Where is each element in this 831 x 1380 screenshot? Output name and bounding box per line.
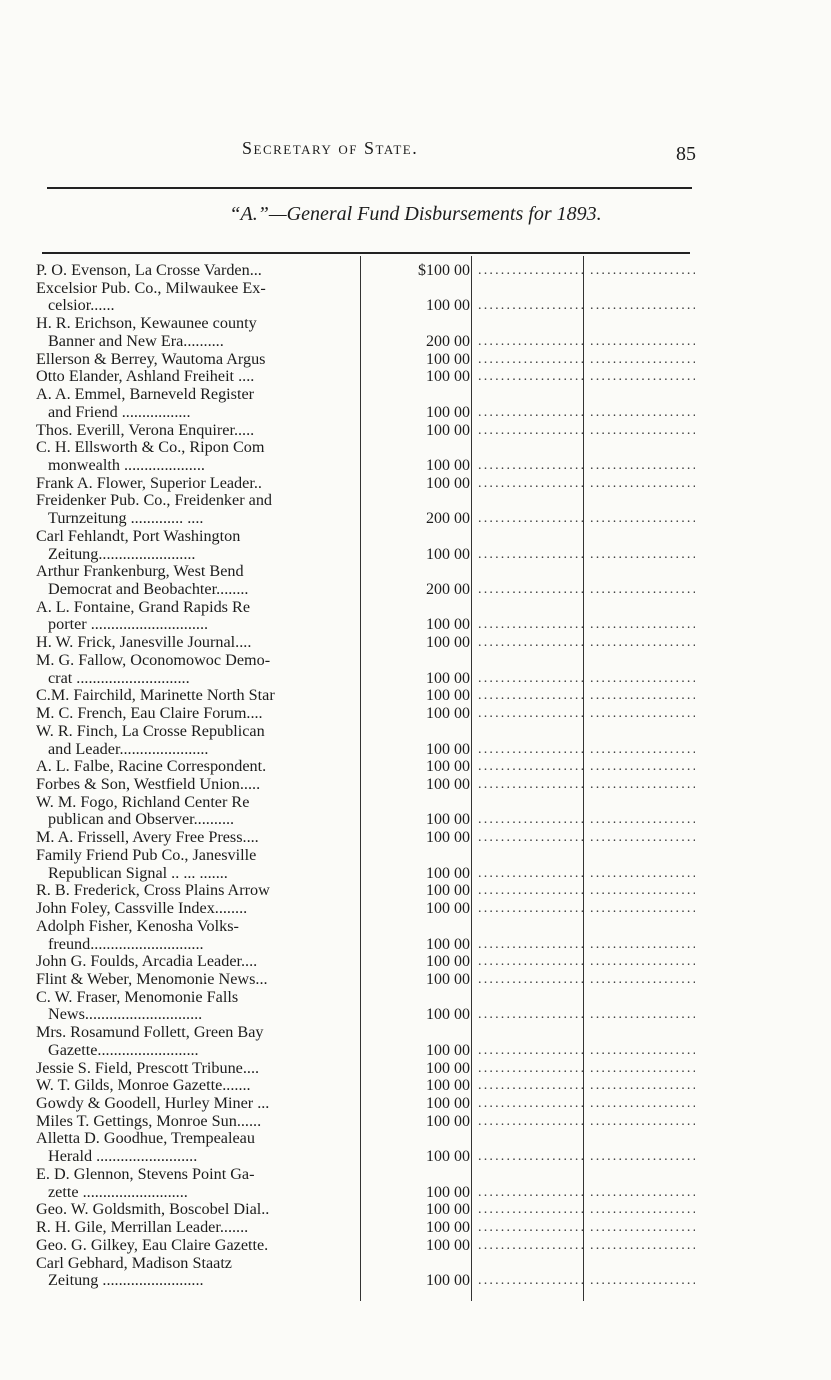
entry-name xyxy=(36,776,356,794)
entry-name xyxy=(36,528,356,563)
entry-name xyxy=(36,422,356,440)
entry-name-line: John Foley, Cassville Index........ xyxy=(36,900,248,918)
entry-name-line: Gazette......................... xyxy=(48,1041,199,1059)
leader-dots xyxy=(590,475,695,493)
entry-name xyxy=(36,368,356,386)
entry-name-line: C. H. Ellsworth & Co., Ripon Com xyxy=(36,439,265,457)
entry-name-line: John G. Foulds, Arcadia Leader.... xyxy=(36,953,258,971)
entry-amount: 100 00 xyxy=(426,829,470,847)
entry-name xyxy=(36,1255,356,1290)
leader-dots xyxy=(478,616,583,634)
leader-dots xyxy=(478,953,583,971)
entry-name-line: Thos. Everill, Verona Enquirer..... xyxy=(36,421,255,439)
entry-name xyxy=(36,1219,356,1237)
entry-amount: 100 00 xyxy=(426,403,470,421)
leader-dots xyxy=(590,705,695,723)
entry-amount: 100 00 xyxy=(426,669,470,687)
entry-name-line: News............................. xyxy=(48,1006,203,1024)
entry-name-line: Geo. W. Goldsmith, Boscobel Dial.. xyxy=(36,1201,270,1219)
entry-name xyxy=(36,492,356,527)
entry-name-line: Arthur Frankenburg, West Bend xyxy=(36,563,244,581)
entry-name xyxy=(36,971,356,989)
leader-dots xyxy=(590,546,695,564)
entry-name-line: Turnzeitung ............. .... xyxy=(48,510,204,528)
entry-name xyxy=(36,900,356,918)
entry-amount: 100 00 xyxy=(426,1183,470,1201)
leader-dots xyxy=(590,351,695,369)
entry-name-line: C.M. Fairchild, Marinette North Star xyxy=(36,687,275,705)
entry-name-line: and Leader...................... xyxy=(48,740,209,758)
entry-name-line: H. R. Erichson, Kewaunee county xyxy=(36,315,257,333)
entry-amount: 100 00 xyxy=(426,935,470,953)
leader-dots xyxy=(478,971,583,989)
leader-dots xyxy=(590,404,695,422)
leader-dots xyxy=(478,422,583,440)
leader-dots xyxy=(590,333,695,351)
entry-name-line: Gowdy & Goodell, Hurley Miner ... xyxy=(36,1095,270,1113)
leader-dots xyxy=(478,705,583,723)
running-header-title: Secretary of State. xyxy=(242,138,419,158)
entry-name xyxy=(36,758,356,776)
leader-dots xyxy=(478,510,583,528)
entry-name-line: Adolph Fisher, Kenosha Volks- xyxy=(36,917,239,935)
leader-dots xyxy=(590,1184,695,1202)
leader-dots xyxy=(478,776,583,794)
entry-name-line: Forbes & Son, Westfield Union..... xyxy=(36,776,261,793)
entry-name-line: and Friend ................. xyxy=(48,403,191,421)
entry-amount: 100 00 xyxy=(426,297,470,315)
entry-name xyxy=(36,563,356,598)
entry-name-line: monwealth .................... xyxy=(48,456,205,474)
entry-amount: 100 00 xyxy=(426,1006,470,1024)
entry-name-line: Freidenker Pub. Co., Freidenker and xyxy=(36,492,273,510)
leader-dots xyxy=(478,687,583,705)
entry-amount: 100 00 xyxy=(426,1148,470,1166)
entry-name xyxy=(36,386,356,421)
leader-dots xyxy=(590,971,695,989)
entry-amount: 100 00 xyxy=(426,421,470,439)
leader-dots xyxy=(478,900,583,918)
entry-amount: 100 00 xyxy=(426,953,470,971)
leader-dots xyxy=(478,936,583,954)
entry-name xyxy=(36,989,356,1024)
entry-amount: 100 00 xyxy=(426,474,470,492)
entry-name xyxy=(36,652,356,687)
leader-dots xyxy=(478,882,583,900)
entry-amount: 100 00 xyxy=(426,1272,470,1290)
entry-name-line: Mrs. Rosamund Follett, Green Bay xyxy=(36,1024,264,1042)
entry-name-line: Herald ......................... xyxy=(48,1148,198,1166)
entry-amount: 100 00 xyxy=(426,1095,470,1113)
leader-dots xyxy=(590,1201,695,1219)
entry-name xyxy=(36,847,356,882)
leader-dots xyxy=(478,475,583,493)
leader-dots xyxy=(478,404,583,422)
entry-amount: 100 00 xyxy=(426,1219,470,1237)
entry-amount: 100 00 xyxy=(426,740,470,758)
entry-name xyxy=(36,1166,356,1201)
leader-dots xyxy=(590,581,695,599)
entry-name-line: Jessie S. Field, Prescott Tribune.... xyxy=(36,1059,260,1077)
entry-amount: 100 00 xyxy=(426,864,470,882)
entry-name-line: A. A. Emmel, Barneveld Register xyxy=(36,386,255,404)
entry-name xyxy=(36,882,356,900)
entry-amount: 100 00 xyxy=(426,545,470,563)
leader-dots xyxy=(590,900,695,918)
leader-dots xyxy=(590,865,695,883)
leader-dots xyxy=(478,1184,583,1202)
entry-name-line: R. B. Frederick, Cross Plains Arrow xyxy=(36,882,270,900)
entry-name-line: A. L. Fontaine, Grand Rapids Re xyxy=(36,598,251,616)
entry-name-line: Zeitung........................ xyxy=(48,545,196,563)
entry-name xyxy=(36,475,356,493)
leader-dots xyxy=(590,953,695,971)
entry-name-line: Geo. G. Gilkey, Eau Claire Gazette. xyxy=(36,1236,269,1254)
leader-dots xyxy=(590,457,695,475)
leader-dots xyxy=(590,297,695,315)
entry-amount: 100 00 xyxy=(426,368,470,386)
leader-dots xyxy=(478,1219,583,1237)
entry-amount: 100 00 xyxy=(426,1236,470,1254)
entry-name xyxy=(36,439,356,474)
leader-dots xyxy=(478,758,583,776)
entry-amount: 100 00 xyxy=(426,705,470,723)
leader-dots xyxy=(590,1219,695,1237)
leader-dots xyxy=(590,882,695,900)
leader-dots xyxy=(590,262,695,280)
entry-amount: 100 00 xyxy=(426,882,470,900)
entry-amount: 100 00 xyxy=(426,1059,470,1077)
entry-amount: 100 00 xyxy=(426,616,470,634)
leader-dots xyxy=(590,368,695,386)
leader-dots xyxy=(590,616,695,634)
entry-name xyxy=(36,1113,356,1131)
entry-name-line: P. O. Evenson, La Crosse Varden... xyxy=(36,262,262,279)
entry-name-line: E. D. Glennon, Stevens Point Ga- xyxy=(36,1165,255,1183)
entry-name xyxy=(36,1060,356,1078)
entry-name xyxy=(36,1024,356,1059)
entry-name-line: Zeitung ......................... xyxy=(48,1272,204,1290)
entry-amount: 100 00 xyxy=(426,1077,470,1095)
leader-dots xyxy=(478,1201,583,1219)
entry-name-line: W. T. Gilds, Monroe Gazette....... xyxy=(36,1077,251,1095)
leader-dots xyxy=(590,510,695,528)
entry-name-line: Frank A. Flower, Superior Leader.. xyxy=(36,474,262,492)
entry-amount: 100 00 xyxy=(426,1201,470,1219)
leader-dots xyxy=(478,351,583,369)
leader-dots xyxy=(478,297,583,315)
leader-dots xyxy=(478,829,583,847)
leader-dots xyxy=(590,687,695,705)
entry-name-line: M. G. Fallow, Oconomowoc Demo- xyxy=(36,651,271,669)
leader-dots xyxy=(590,1095,695,1113)
entry-amount: 200 00 xyxy=(426,332,470,350)
entry-name-line: zette .......................... xyxy=(48,1183,188,1201)
leader-dots xyxy=(478,865,583,883)
entry-amount: 100 00 xyxy=(426,634,470,652)
table-title: “A.”—General Fund Disbursements for 1893. xyxy=(229,203,602,225)
leader-dots xyxy=(590,634,695,652)
entry-amount: 100 00 xyxy=(426,758,470,776)
leader-dots xyxy=(478,581,583,599)
entry-name xyxy=(36,953,356,971)
entry-amount: 100 00 xyxy=(426,900,470,918)
leader-dots xyxy=(478,333,583,351)
entry-name-line: H. W. Frick, Janesville Journal.... xyxy=(36,634,252,652)
entry-name-line: crat ............................ xyxy=(48,669,190,687)
entry-name-line: celsior...... xyxy=(48,297,115,315)
leader-dots xyxy=(590,1113,695,1131)
page-number: 85 xyxy=(676,143,696,165)
leader-dots xyxy=(590,422,695,440)
entry-name xyxy=(36,1201,356,1219)
leader-dots xyxy=(478,546,583,564)
entry-name-line: Carl Fehlandt, Port Washington xyxy=(36,527,241,545)
entry-name xyxy=(36,599,356,634)
entry-name xyxy=(36,794,356,829)
entry-name xyxy=(36,705,356,723)
leader-dots xyxy=(478,368,583,386)
leader-dots xyxy=(590,758,695,776)
entry-name-line: M. C. French, Eau Claire Forum.... xyxy=(36,705,263,723)
entry-name-line: freund............................ xyxy=(48,935,204,953)
leader-dots xyxy=(590,1060,695,1078)
entry-name xyxy=(36,918,356,953)
entry-amount: 200 00 xyxy=(426,581,470,599)
leader-dots xyxy=(478,457,583,475)
entry-amount: 100 00 xyxy=(426,811,470,829)
entry-amount: 100 00 xyxy=(426,1112,470,1130)
leader-dots xyxy=(478,1148,583,1166)
entry-name-line: Family Friend Pub Co., Janesville xyxy=(36,846,257,864)
leader-dots xyxy=(590,936,695,954)
entry-name-line: Republican Signal .. ... ....... xyxy=(48,864,228,882)
leader-dots xyxy=(478,1042,583,1060)
leader-dots xyxy=(590,811,695,829)
leader-dots xyxy=(478,1006,583,1024)
leader-dots xyxy=(478,670,583,688)
leader-dots xyxy=(590,1272,695,1290)
entry-name xyxy=(36,315,356,350)
entry-name-line: Otto Elander, Ashland Freiheit .... xyxy=(36,368,255,386)
entry-name-line: publican and Observer.......... xyxy=(48,811,235,829)
entry-name xyxy=(36,351,356,369)
entry-amount: 200 00 xyxy=(426,510,470,528)
entry-amount: $100 00 xyxy=(418,262,470,279)
leader-dots xyxy=(478,1095,583,1113)
leader-dots xyxy=(590,1077,695,1095)
entry-name xyxy=(36,687,356,705)
leader-dots xyxy=(590,670,695,688)
leader-dots xyxy=(478,1113,583,1131)
entry-name xyxy=(36,1130,356,1165)
entry-name-line: M. A. Frissell, Avery Free Press.... xyxy=(36,829,259,847)
leader-dots xyxy=(590,1042,695,1060)
entry-amount: 100 00 xyxy=(426,776,470,793)
leader-dots xyxy=(590,1237,695,1255)
entry-name-line: Democrat and Beobachter........ xyxy=(48,581,249,599)
entry-name-line: Flint & Weber, Menomonie News... xyxy=(36,970,268,988)
entry-name xyxy=(36,723,356,758)
entry-amount: 100 00 xyxy=(426,1041,470,1059)
entry-name-line: C. W. Fraser, Menomonie Falls xyxy=(36,988,239,1006)
entry-name xyxy=(36,1077,356,1095)
leader-dots xyxy=(478,1077,583,1095)
entry-amount: 100 00 xyxy=(426,970,470,988)
leader-dots xyxy=(590,829,695,847)
leader-dots xyxy=(478,811,583,829)
entry-name-line: Miles T. Gettings, Monroe Sun...... xyxy=(36,1112,262,1130)
entry-name-line: Carl Gebhard, Madison Staatz xyxy=(36,1254,232,1272)
entry-name-line: porter ............................. xyxy=(48,616,209,634)
leader-dots xyxy=(590,776,695,794)
entry-name-line: A. L. Falbe, Racine Correspondent. xyxy=(36,758,267,776)
entry-amount: 100 00 xyxy=(426,456,470,474)
entry-name xyxy=(36,634,356,652)
entry-name-line: Excelsior Pub. Co., Milwaukee Ex- xyxy=(36,279,266,297)
entry-name-line: W. M. Fogo, Richland Center Re xyxy=(36,793,250,811)
leader-dots xyxy=(590,1006,695,1024)
entry-name-line: Alletta D. Goodhue, Trempealeau xyxy=(36,1130,255,1148)
entry-name-line: R. H. Gile, Merrillan Leader....... xyxy=(36,1219,249,1237)
leader-dots xyxy=(478,741,583,759)
entry-name-line: W. R. Finch, La Crosse Republican xyxy=(36,722,265,740)
entry-name xyxy=(36,829,356,847)
entry-name xyxy=(36,262,356,280)
entry-amount: 100 00 xyxy=(426,687,470,705)
leader-dots xyxy=(478,1237,583,1255)
entry-amount: 100 00 xyxy=(426,350,470,368)
entry-name xyxy=(36,1095,356,1113)
leader-dots xyxy=(478,1060,583,1078)
leader-dots xyxy=(478,262,583,280)
entry-name xyxy=(36,1237,356,1255)
leader-dots xyxy=(590,1148,695,1166)
entry-name-line: Ellerson & Berrey, Wautoma Argus xyxy=(36,350,266,368)
entry-name-line: Banner and New Era.......... xyxy=(48,332,224,350)
leader-dots xyxy=(590,741,695,759)
leader-dots xyxy=(478,1272,583,1290)
leader-dots xyxy=(478,634,583,652)
entry-name xyxy=(36,280,356,315)
